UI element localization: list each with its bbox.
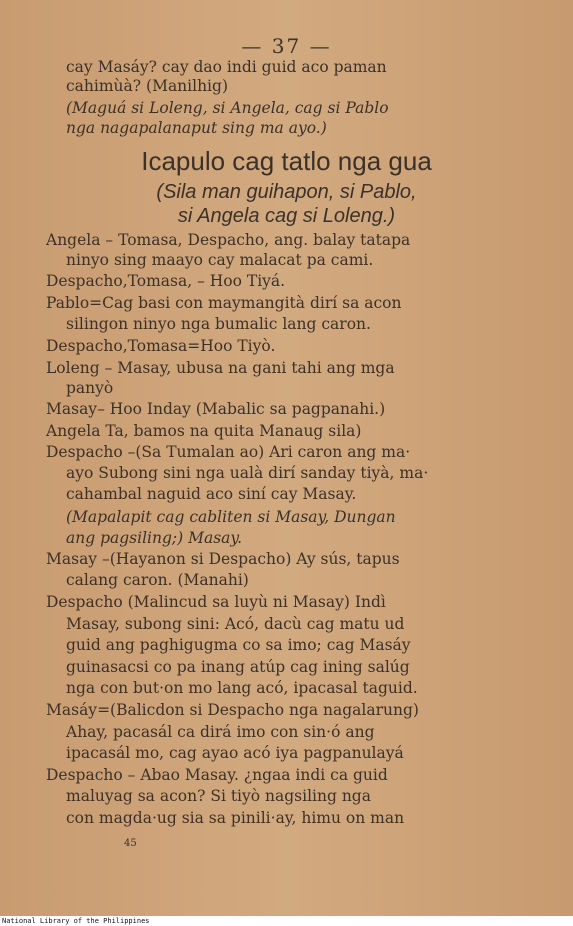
text-line: Despacho,Tomasa, – Hoo Tiyá.	[46, 272, 286, 290]
text-line: cahimùà? (Manilhig)	[66, 77, 228, 95]
text-line: ipacasál mo, cag ayao acó iya pagpanulayá	[66, 744, 404, 762]
text-line: guinasacsi co pa inang atúp cag ining salúg	[66, 658, 410, 676]
text-line: Loleng – Masay, ubusa na gani tahi ang mga	[46, 359, 395, 377]
text-line: nga con but·on mo lang acó, ipacasal taguid.	[66, 679, 418, 697]
text-line: maluyag sa acon? Si tiyò nagsiling nga	[66, 787, 371, 805]
page-number: — 37 —	[241, 34, 332, 58]
text-line: ang pagsiling;) Masay.	[66, 529, 243, 547]
text-line: (Mapalapit cag cabliten si Masay, Dungan	[66, 508, 396, 526]
text-line: nga nagapalanaput sing ma ayo.)	[66, 119, 327, 137]
text-line: Pablo=Cag basi con maymangità dirí sa acon	[46, 294, 402, 312]
scene-title: Icapulo cag tatlo nga gua	[141, 146, 432, 176]
text-line: Masay –(Hayanon si Despacho) Ay sús, tapus	[46, 550, 400, 568]
text-line: con magda·ug sia sa pinili·ay, himu on man	[66, 809, 405, 827]
printer-mark: 45	[124, 838, 137, 849]
text-line: panyò	[66, 379, 114, 397]
text-line: Masáy=(Balicdon si Despacho nga nagalarung)	[46, 701, 419, 719]
text-line: Ahay, pacasál ca dirá imo con sin·ó ang	[66, 723, 375, 741]
text-line: Angela – Tomasa, Despacho, ang. balay tatapa	[46, 231, 411, 249]
text-line: Masay, subong sini: Acó, dacù cag matu ud	[66, 615, 405, 633]
text-line: calang caron. (Manahi)	[66, 571, 249, 589]
scene-cast-line-1: (Sila man guihapon, si Pablo,	[156, 181, 417, 203]
text-line: cahambal naguid aco siní cay Masay.	[66, 485, 357, 503]
text-line: ninyo sing maayo cay malacat pa cami.	[66, 251, 374, 269]
text-line: ayo Subong sini nga ualà dirí sanday tiyà, ma·	[66, 464, 429, 482]
text-line: Despacho,Tomasa=Hoo Tiyò.	[46, 337, 276, 355]
text-line: cay Masáy? cay dao indi guid aco paman	[66, 58, 387, 76]
text-line: Despacho –(Sa Tumalan ao) Ari caron ang ma·	[46, 443, 411, 461]
text-line: guid ang paghigugma co sa imo; cag Masáy	[66, 636, 411, 654]
text-line: Despacho – Abao Masay. ¿ngaa indi ca guid	[46, 766, 388, 784]
text-line: Despacho (Malincud sa luyù ni Masay) Indì	[46, 593, 386, 611]
scene-cast-line-2: si Angela cag si Loleng.)	[177, 205, 396, 227]
text-line: Masay– Hoo Inday (Mabalic sa pagpanahi.)	[46, 400, 386, 418]
library-credit: National Library of the Philippines	[0, 916, 573, 926]
text-line: (Maguá si Loleng, si Angela, cag si Pablo	[66, 99, 389, 117]
text-line: Angela Ta, bamos na quita Manaug sila)	[46, 422, 362, 440]
text-line: silingon ninyo nga bumalic lang caron.	[66, 315, 371, 333]
